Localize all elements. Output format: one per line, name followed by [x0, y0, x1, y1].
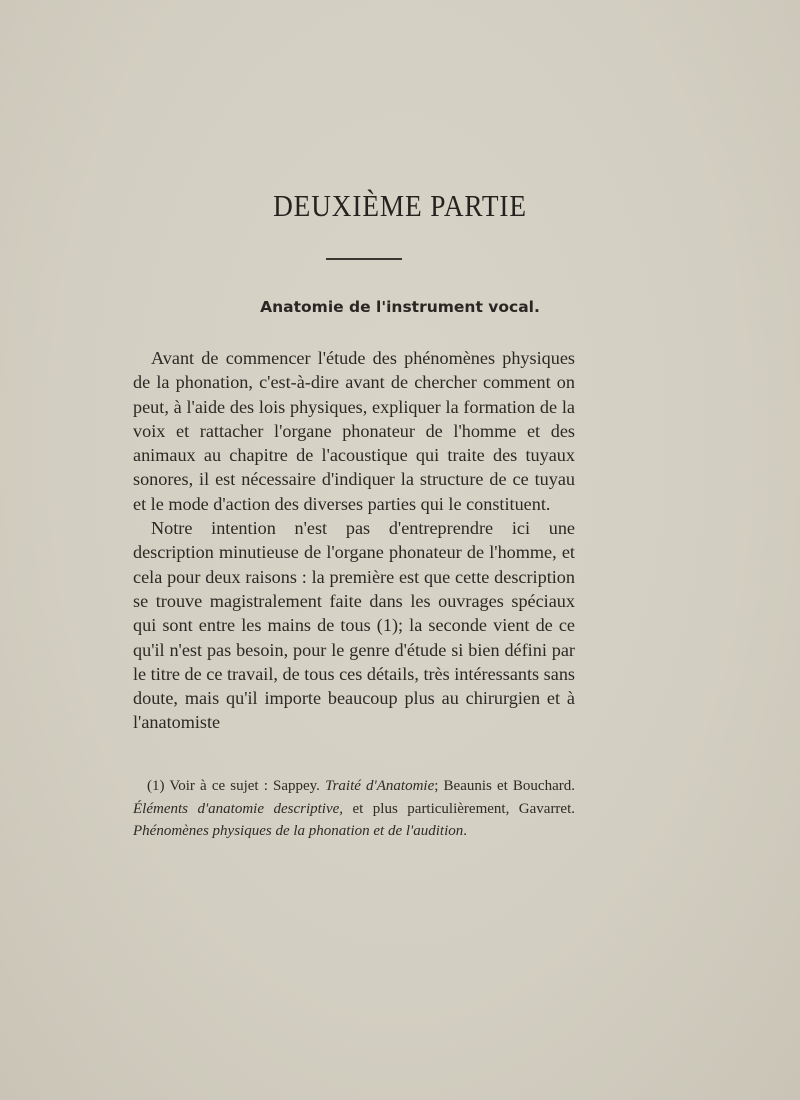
- section-subtitle: Anatomie de l'instrument vocal.: [260, 298, 540, 316]
- footnote-part-2: ; Beaunis et Bouchard.: [434, 778, 575, 794]
- footnote-text: [133, 775, 575, 843]
- footnote-work-3: Phénomènes physiques de la phonation et de l'audition: [133, 823, 464, 839]
- part-title: DEUXIÈME PARTIE: [273, 188, 527, 223]
- footnote: [133, 775, 575, 843]
- footnote-work-2: Éléments d'anatomie descriptive: [133, 800, 340, 817]
- paragraph-1: Avant de commencer l'étude des phénomènes physiques de la phonation, c'est-à-dire avant de chercher comment on peut, à l'aide des lois physiques, expliquer la formation de la voix et rattacher l'organe phonateur de l'homme et des animaux au chapitre de l'acoustique qui traite des tuyaux sonores, il est nécessaire d'indiquer la structure de ce tuyau et le mode d'action des diverses parties qui le constituent.: [133, 348, 575, 514]
- footnote-part-1: (1) Voir à ce sujet : Sappey.: [147, 778, 326, 794]
- footnote-part-4: .: [463, 823, 467, 839]
- footnote-work-1: Traité d'Anatomie: [325, 778, 435, 794]
- footnote-part-3: , et plus particulièrement, Gavarret.: [339, 800, 576, 817]
- paragraph-2: Notre intention n'est pas d'entreprendre ici une description minutieuse de l'organe phonateur de l'homme, et cela pour deux raisons : la première est que cette description se trouve magistralement faite dans les ouvrages spéciaux qui sont entre les mains de tous (1); la seconde vient de ce qu'il n'est pas besoin, pour le genre d'étude si bien défini par le titre de ce travail, de tous ces détails, très intéressants sans doute, mais qu'il importe beaucoup plus au chirurgien et à l'anatomiste: [133, 518, 575, 733]
- body-text: [133, 346, 575, 735]
- title-divider: [326, 258, 402, 260]
